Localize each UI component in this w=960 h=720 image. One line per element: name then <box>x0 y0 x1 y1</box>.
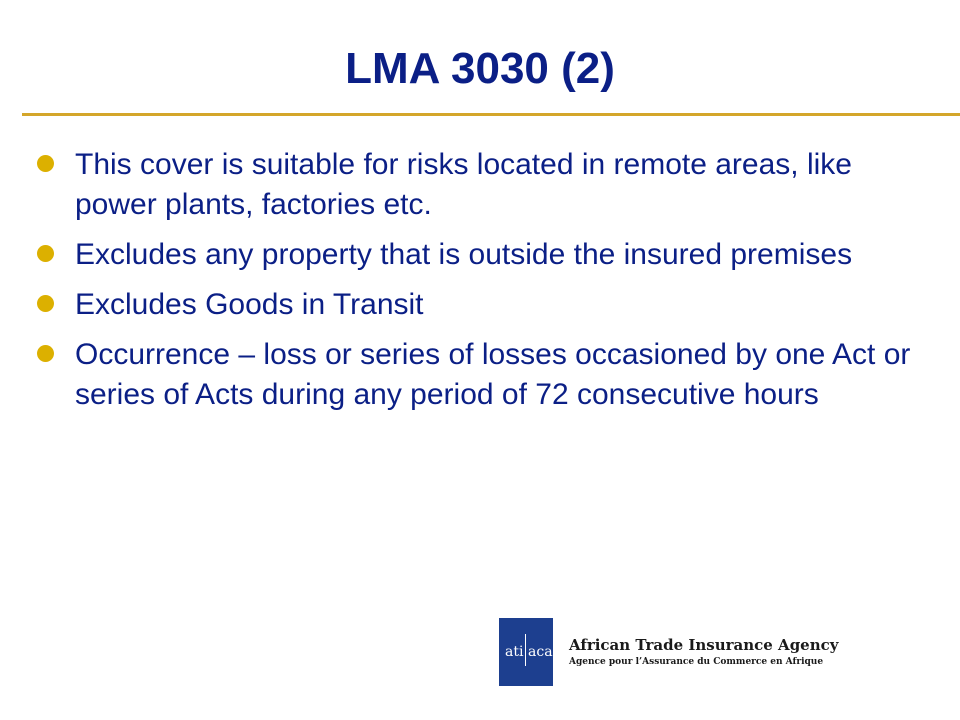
logo-name: African Trade Insurance Agency <box>569 636 839 654</box>
logo-mark-separator <box>525 634 526 666</box>
logo-mark-left: ati <box>505 644 524 660</box>
slide-title: LMA 3030 (2) <box>345 44 615 93</box>
title-divider <box>22 113 960 116</box>
company-logo <box>499 618 838 686</box>
bullet-text: Occurrence – loss or series of losses occasioned by one Act or series of Acts during any period of 72 consecutive hours <box>75 338 911 411</box>
bullet-item <box>34 145 934 225</box>
logo-mark-icon <box>499 618 553 686</box>
logo-subtitle: Agence pour l’Assurance du Commerce en Afrique <box>569 657 824 667</box>
bullet-text: Excludes Goods in Transit <box>75 288 424 321</box>
bullet-dot-icon <box>37 345 54 362</box>
bullet-dot-icon <box>37 155 54 172</box>
bullet-text: This cover is suitable for risks located in remote areas, like power plants, factories etc. <box>75 148 852 221</box>
logo-mark-right: aca <box>528 644 553 660</box>
bullet-item <box>34 235 934 275</box>
bullet-item <box>34 335 934 415</box>
bullet-dot-icon <box>37 295 54 312</box>
logo-wordmark <box>569 635 838 669</box>
bullet-list <box>34 145 934 425</box>
bullet-item <box>34 285 934 325</box>
bullet-dot-icon <box>37 245 54 262</box>
bullet-text: Excludes any property that is outside the insured premises <box>75 238 853 271</box>
